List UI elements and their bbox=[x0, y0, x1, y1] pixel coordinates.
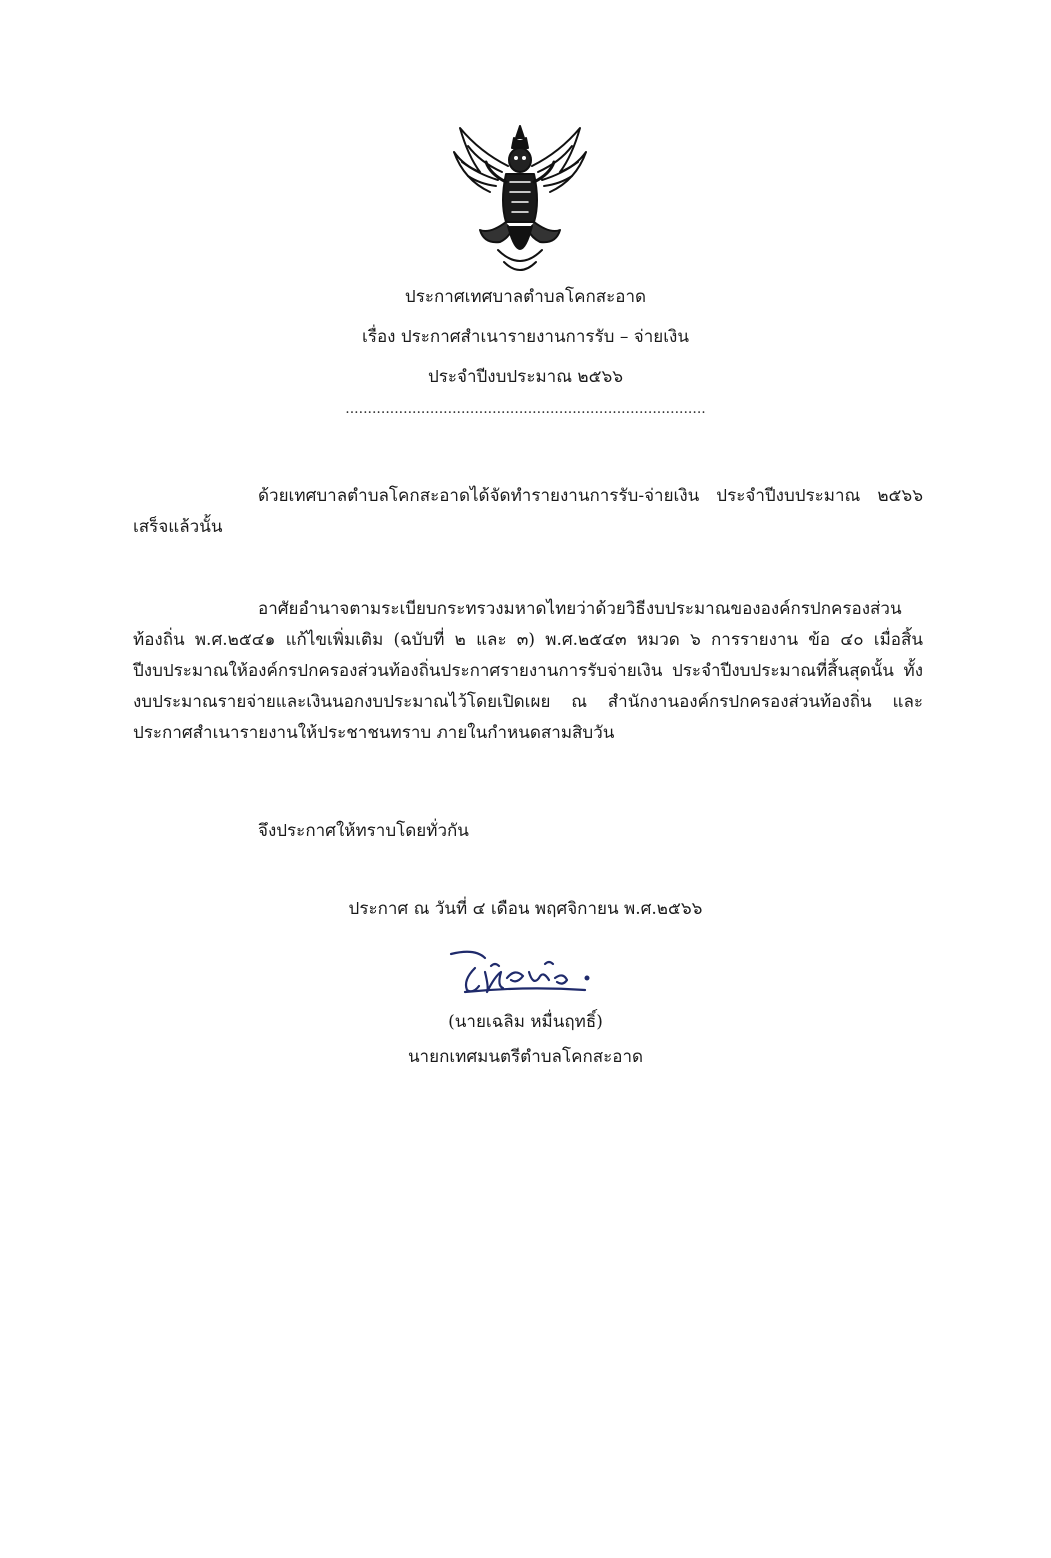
header-divider: ................................................................................. bbox=[345, 401, 706, 417]
garuda-emblem-icon bbox=[450, 122, 590, 280]
body-paragraph-2: อาศัยอำนาจตามระเบียบกระทรวงมหาดไทยว่าด้วยวิธีงบประมาณขององค์กรปกครองส่วนท้องถิ่น พ.ศ.๒๕๔๑ แก้ไขเพิ่มเติม (ฉบับที่ ๒ และ ๓) พ.ศ.๒๕๔๓ หมวด ๖ การรายงาน ข้อ ๔๐ เมื่อสิ้นปีงบประมาณให้องค์กรปกครองส่วนท้องถิ่นประกาศรายงานการรับจ่ายเงิน ประจำปีงบประมาณที่สิ้นสุดนั้น ทั้งงบประมาณรายจ่ายและเงินนอกงบประมาณไว้โดยเปิดเผย ณ สำนักงานองค์กรปกครองส่วนท้องถิ่น และประกาศสำเนารายงานให้ประชาชนทราบ ภายในกำหนดสามสิบวัน bbox=[133, 599, 923, 743]
announcement-fiscal-year: ประจำปีงบประมาณ ๒๕๖๖ bbox=[427, 367, 624, 387]
handwritten-signature-icon bbox=[445, 942, 595, 1002]
announcement-dateline: ประกาศ ณ วันที่ ๔ เดือน พฤศจิกายน พ.ศ.๒๕๖๖ bbox=[348, 899, 703, 919]
body-paragraph-1: ด้วยเทศบาลตำบลโคกสะอาดได้จัดทำรายงานการรับ-จ่ายเงิน ประจำปีงบประมาณ ๒๕๖๖ เสร็จแล้วนั้น bbox=[133, 486, 923, 537]
announcement-subject: เรื่อง ประกาศสำเนารายงานการรับ – จ่ายเงิน bbox=[362, 327, 689, 347]
signer-name: (นายเฉลิม หมื่นฤทธิ์) bbox=[448, 1012, 603, 1032]
signer-title: นายกเทศมนตรีตำบลโคกสะอาด bbox=[407, 1047, 644, 1067]
announcement-title: ประกาศเทศบาลตำบลโคกสะอาด bbox=[404, 287, 647, 307]
body-paragraph-3: จึงประกาศให้ทราบโดยทั่วกัน bbox=[258, 821, 469, 841]
